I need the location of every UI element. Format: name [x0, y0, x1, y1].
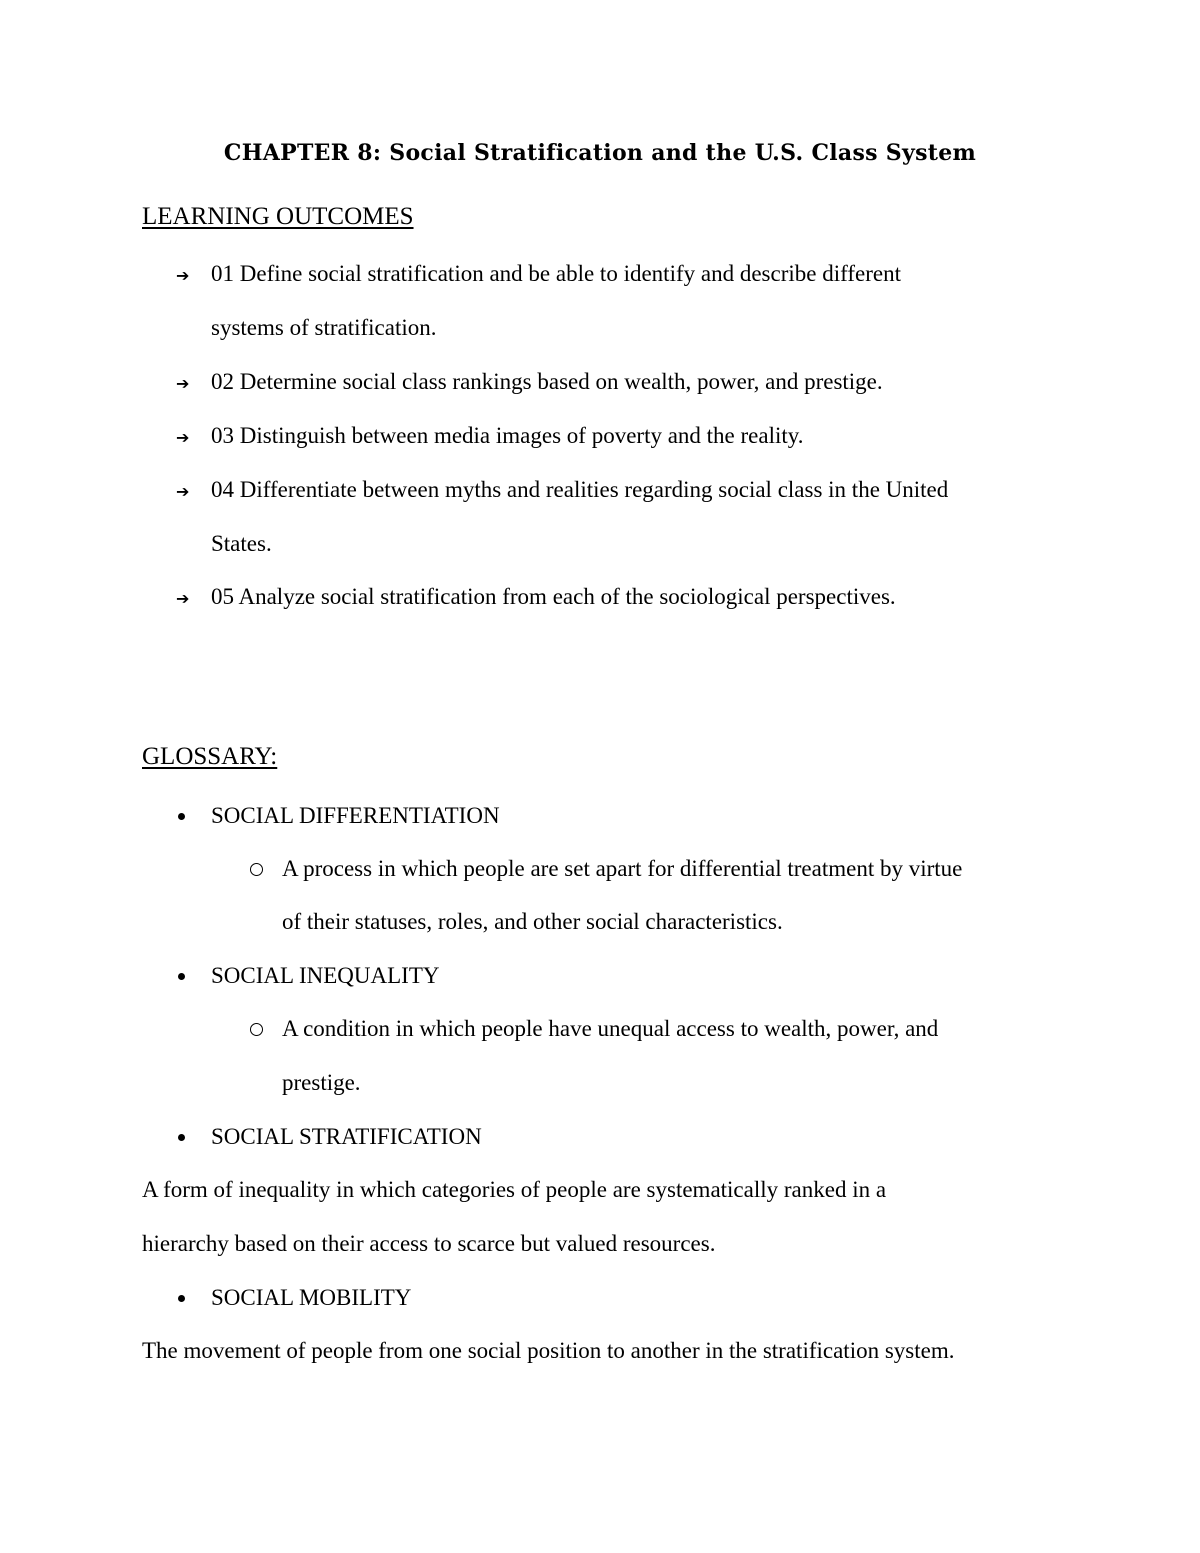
glossary-definition-line: A condition in which people have unequal access to wealth, power, and: [282, 1016, 939, 1041]
right-arrow-icon: ➔: [176, 374, 190, 393]
right-arrow-icon: ➔: [176, 266, 190, 285]
chapter-title: CHAPTER 8: Social Stratification and the U.S. Class System: [223, 140, 977, 166]
right-arrow-icon: ➔: [176, 589, 190, 608]
glossary-term: SOCIAL DIFFERENTIATION: [211, 803, 500, 828]
outcome-text-line: 05 Analyze social stratification from each of the sociological perspectives.: [211, 584, 896, 609]
right-arrow-icon: ➔: [176, 428, 190, 447]
bullet-circle-icon: [250, 1023, 263, 1036]
glossary-term: SOCIAL STRATIFICATION: [211, 1124, 482, 1149]
bullet-dot-icon: [178, 813, 185, 820]
glossary-definition-line: hierarchy based on their access to scarce but valued resources.: [142, 1231, 716, 1256]
bullet-dot-icon: [178, 973, 185, 980]
bullet-dot-icon: [178, 1295, 185, 1302]
outcome-text-line: 03 Distinguish between media images of poverty and the reality.: [211, 423, 804, 448]
outcome-text-line: systems of stratification.: [211, 315, 437, 340]
learning-outcomes-heading: LEARNING OUTCOMES: [142, 203, 414, 230]
outcome-text-line: 02 Determine social class rankings based on wealth, power, and prestige.: [211, 369, 883, 394]
outcome-text-line: 01 Define social stratification and be able to identify and describe different: [211, 261, 901, 286]
outcome-text-line: 04 Differentiate between myths and realities regarding social class in the United: [211, 477, 949, 502]
outcome-text-line: States.: [211, 531, 272, 556]
glossary-heading: GLOSSARY:: [142, 743, 278, 770]
glossary-definition-line: A form of inequality in which categories of people are systematically ranked in a: [142, 1177, 887, 1202]
glossary-definition-line: The movement of people from one social position to another in the stratification system.: [142, 1338, 955, 1363]
glossary-term: SOCIAL INEQUALITY: [211, 963, 440, 988]
glossary-definition-line: A process in which people are set apart for differential treatment by virtue: [282, 856, 963, 881]
bullet-dot-icon: [178, 1134, 185, 1141]
glossary-definition-line: of their statuses, roles, and other social characteristics.: [282, 909, 783, 934]
bullet-circle-icon: [250, 863, 263, 876]
right-arrow-icon: ➔: [176, 482, 190, 501]
glossary-term: SOCIAL MOBILITY: [211, 1285, 412, 1310]
glossary-definition-line: prestige.: [282, 1070, 361, 1095]
